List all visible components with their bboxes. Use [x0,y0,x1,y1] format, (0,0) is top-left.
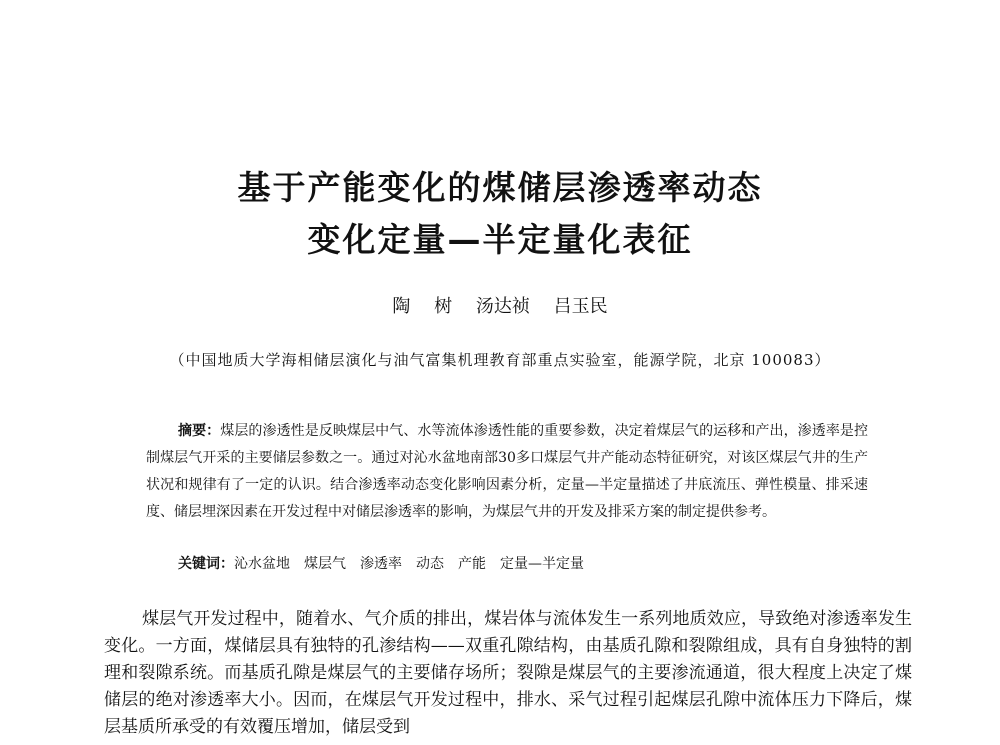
keyword-item: 产能 [458,556,486,572]
paper-title-line-2: 变化定量—半定量化表征 [307,220,693,259]
authors: 陶 树 汤达祯 吕玉民 [392,296,608,317]
keyword-item: 渗透率 [360,556,402,572]
keyword-item: 定量—半定量 [500,556,584,572]
keywords-label: 关键词： [178,556,234,572]
body-paragraph: 煤层气开发过程中，随着水、气介质的排出，煤岩体与流体发生一系列地质效应，导致绝对渗透率发生变化。一方面，煤储层具有独特的孔渗结构——双重孔隙结构，由基质孔隙和裂隙组成，具有自身独特的割理和裂隙系统。而基质孔隙是煤层气的主要储存场所；裂隙是煤层气的主要渗流通道，很大程度上决定了煤储层的绝对渗透率大小。因而，在煤层气开发过程中，排水、采气过程引起煤层孔隙中流体压力下降后，煤层基质所承受的有效覆压增加，储层受到 [104,609,912,737]
keyword-item: 沁水盆地 [234,556,290,572]
affiliation: （中国地质大学海相储层演化与油气富集机理教育部重点实验室，能源学院，北京 100083） [169,351,831,369]
abstract [146,418,868,526]
keyword-item: 动态 [416,556,444,572]
paper-title-line-1: 基于产能变化的煤储层渗透率动态 [237,168,763,207]
keyword-item: 煤层气 [304,556,346,572]
keywords [178,553,868,575]
abstract-text: 煤层的渗透性是反映煤层中气、水等流体渗透性能的重要参数，决定着煤层气的运移和产出，渗透率是控制煤层气开采的主要储层参数之一。通过对沁水盆地南部30多口煤层气井产能动态特征研究，对该区煤层气井的生产状况和规律有了一定的认识。结合渗透率动态变化影响因素分析，定量—半定量描述了井底流压、弹性模量、排采速度、储层埋深因素在开发过程中对储层渗透率的影响，为煤层气井的开发及排采方案的制定提供参考。 [146,423,868,520]
abstract-label: 摘要： [178,423,221,439]
